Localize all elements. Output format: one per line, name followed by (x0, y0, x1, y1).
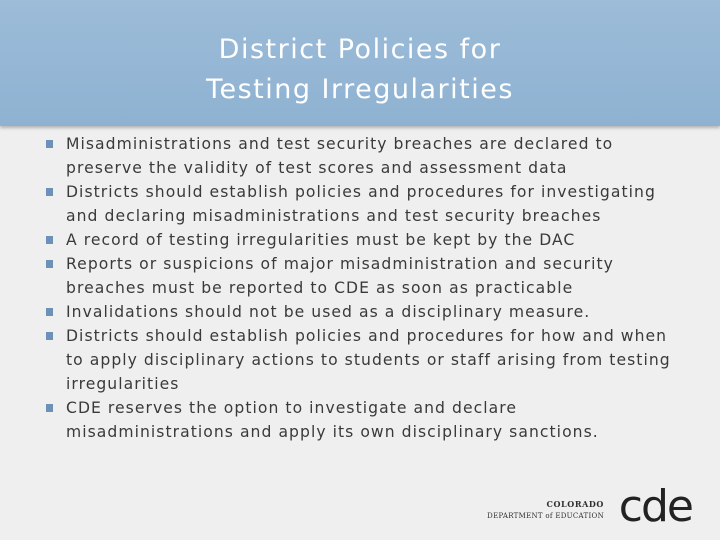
logo-department-text: DEPARTMENT of EDUCATION (487, 512, 604, 520)
square-bullet-icon (46, 260, 53, 268)
title-bar (0, 0, 720, 126)
bullet-text: A record of testing irregularities must be kept by the DAC (66, 231, 576, 249)
slide-title-line-2: Testing Irregularities (206, 74, 514, 105)
bullet-text: Districts should establish policies and procedures for investigating and declaring misadministrations and test security breaches (66, 183, 656, 225)
square-bullet-icon (46, 236, 53, 244)
cde-logo (486, 481, 696, 532)
logo-mark: cde (618, 481, 692, 532)
bullet-item (46, 324, 686, 396)
square-bullet-icon (46, 332, 53, 340)
bullet-item (46, 132, 686, 180)
bullet-text: Districts should establish policies and procedures for how and when to apply disciplinary actions to students or staff arising from testing irregularities (66, 327, 671, 393)
bullet-item (46, 180, 686, 228)
bullet-text: Misadministrations and test security breaches are declared to preserve the validity of test scores and assessment data (66, 135, 614, 177)
bullet-item (46, 252, 686, 300)
slide-title (0, 30, 720, 110)
bullet-text: Invalidations should not be used as a disciplinary measure. (66, 303, 591, 321)
bullet-list (46, 132, 686, 444)
bullet-text: Reports or suspicions of major misadministration and security breaches must be reported to CDE as soon as practicable (66, 255, 614, 297)
bullet-item (46, 300, 686, 324)
logo-state-text: COLORADO (546, 499, 604, 509)
bullet-text: CDE reserves the option to investigate and declare misadministrations and apply its own disciplinary sanctions. (66, 399, 599, 441)
bullet-item (46, 228, 686, 252)
square-bullet-icon (46, 188, 53, 196)
slide-title-line-1: District Policies for (218, 34, 502, 65)
square-bullet-icon (46, 404, 53, 412)
square-bullet-icon (46, 308, 53, 316)
bullet-item (46, 396, 686, 444)
square-bullet-icon (46, 140, 53, 148)
